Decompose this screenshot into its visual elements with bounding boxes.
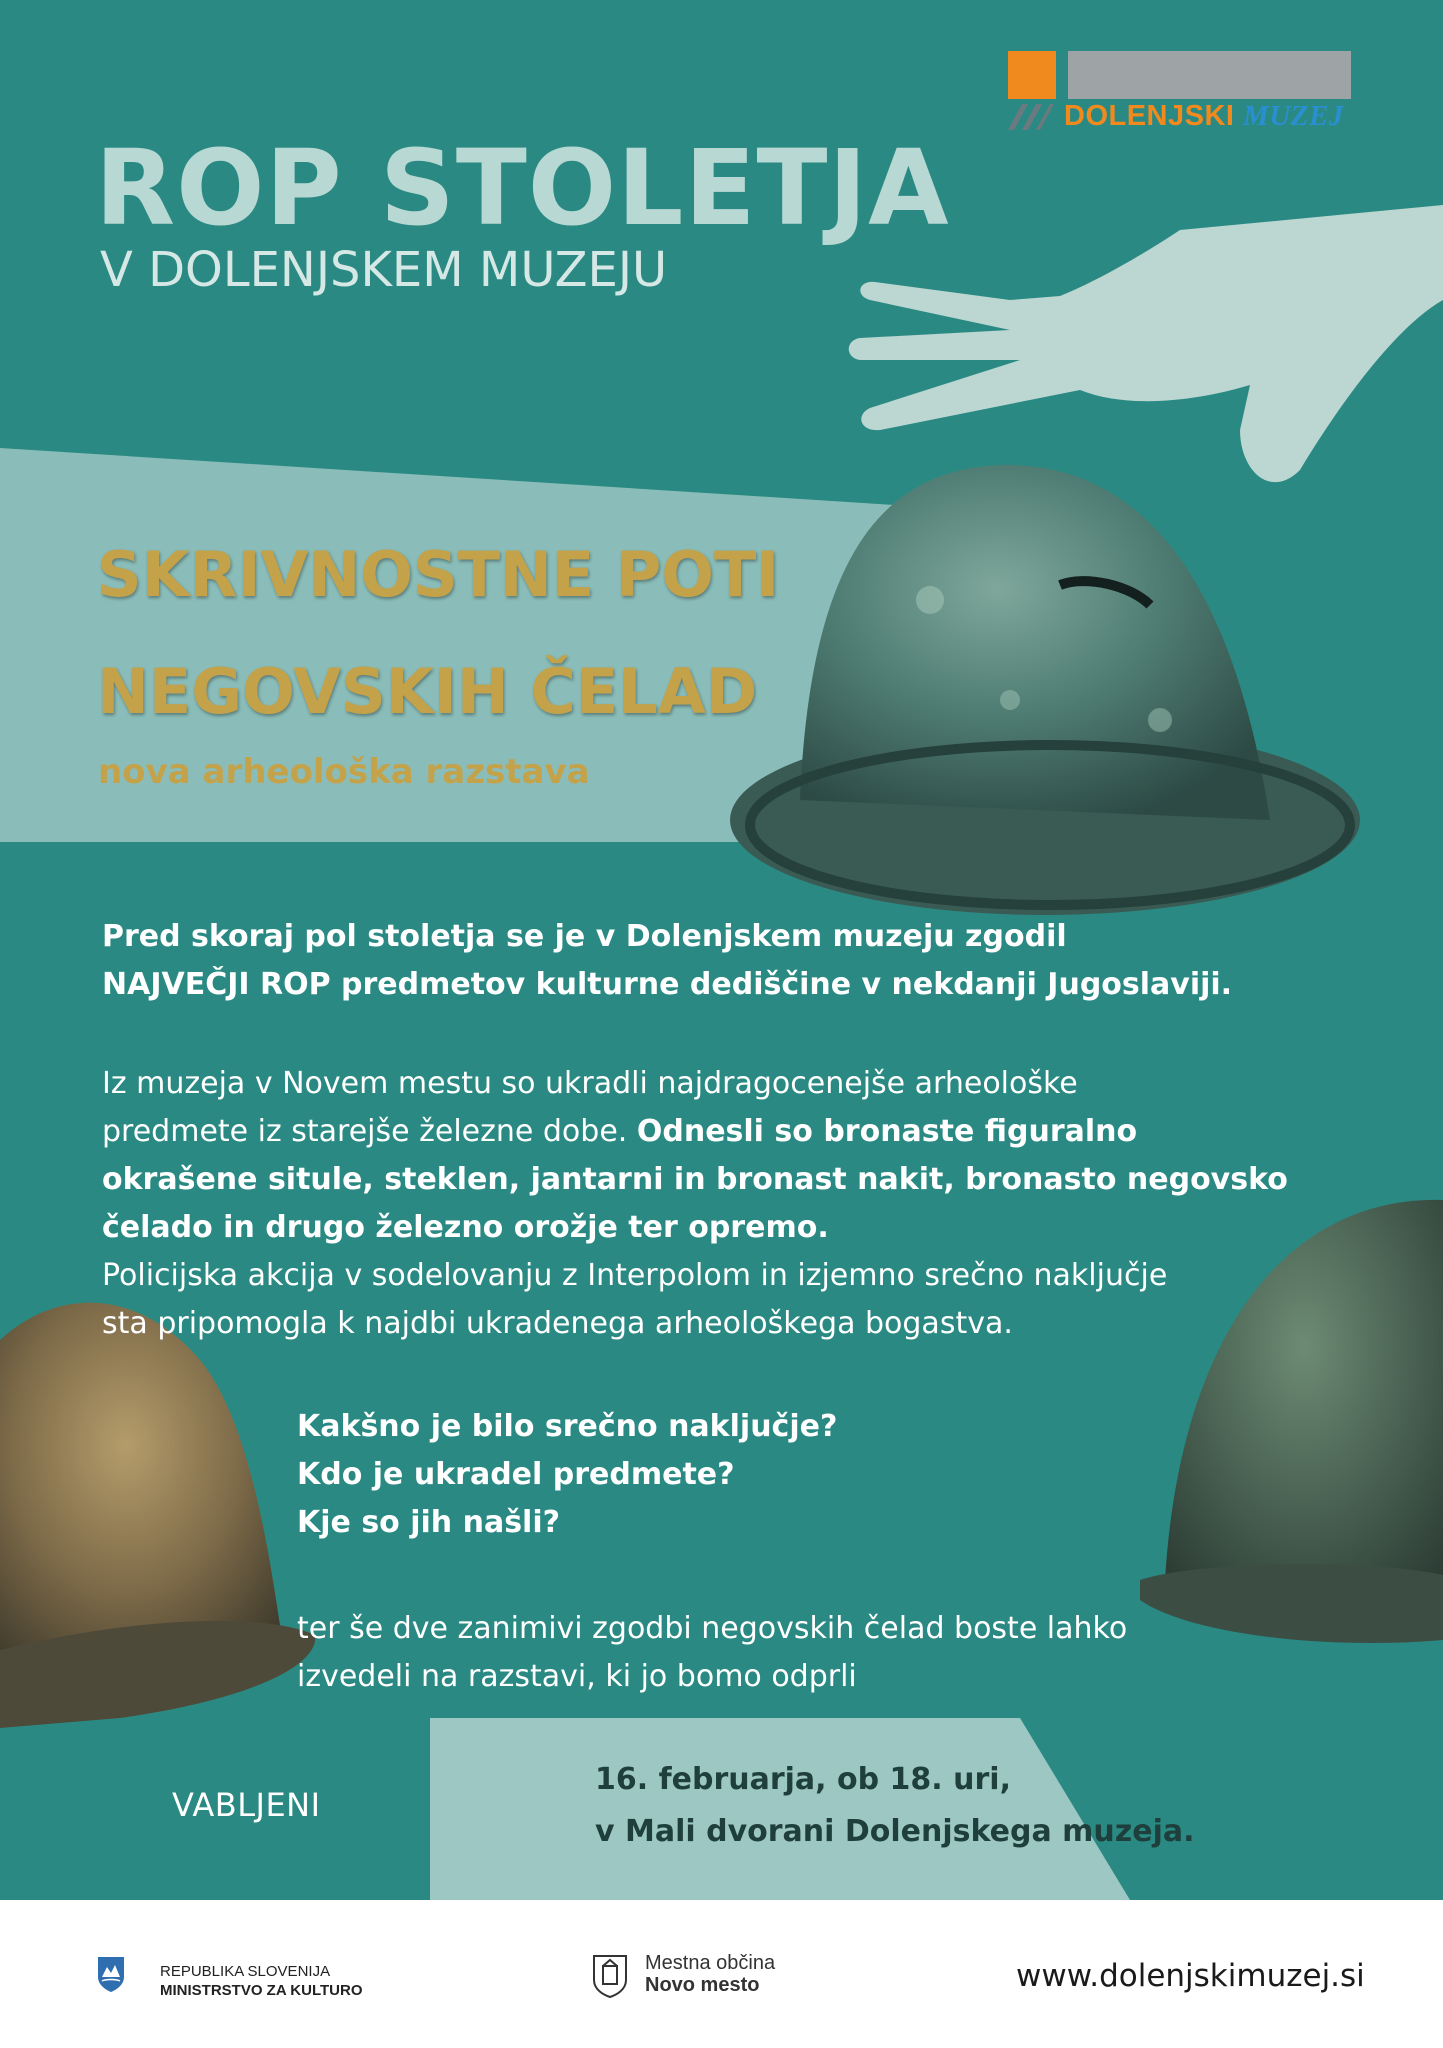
ministry-line1: REPUBLIKA SLOVENIJA [160,1963,331,1980]
website-link[interactable]: www.dolenjskimuzej.si [1016,1958,1365,1994]
exhibition-tagline: nova arheološka razstava [98,752,590,792]
helmet-photo-left-icon [0,1303,315,1728]
outro-line: izvedeli na razstavi, ki jo bomo odprli [297,1659,857,1694]
museum-logo-mark-icon [1008,102,1054,132]
invite-text: VABLJENI [172,1786,321,1824]
question-item: Kje so jih našli? [297,1505,561,1540]
poster-subtitle: V DOLENJSKEM MUZEJU [100,242,668,298]
logo-name-accent: MUZEJ [1243,100,1344,132]
body-line-plain: predmete iz starejše železne dobe. [102,1114,637,1149]
intro-paragraph [102,913,1232,1009]
body-line [102,1108,1288,1156]
logo-grey-bar [1068,51,1351,99]
body-line: sta pripomogla k najdbi ukradenega arheološkega bogastva. [102,1306,1013,1341]
museum-logo-text [1064,100,1344,133]
body-line-bold: okrašene situle, steklen, jantarni in bronast nakit, bronasto negovsko [102,1162,1288,1197]
ministry-line2: MINISTRSTVO ZA KULTURO [160,1982,363,1999]
outro-paragraph [297,1605,1127,1701]
body-line: Iz muzeja v Novem mestu so ukradli najdragocenejše arheološke [102,1066,1078,1101]
logo-name-main: DOLENJSKI [1064,100,1235,132]
outro-line: ter še dve zanimivi zgodbi negovskih čelad boste lahko [297,1611,1128,1646]
questions-list [297,1403,837,1547]
event-details [595,1754,1195,1858]
intro-line: Pred skoraj pol stoletja se je v Dolenjskem muzeju zgodil [102,919,1067,954]
event-location: v Mali dvorani Dolenjskega muzeja. [595,1814,1195,1849]
body-paragraph [102,1060,1288,1348]
body-line-bold: čelado in drugo železno orožje ter opremo. [102,1210,829,1245]
municipality-line2: Novo mesto [645,1974,760,1996]
exhibition-headline-line1: SKRIVNOSTNE POTI [97,538,780,611]
body-line: Policijska akcija v sodelovanju z Interpolom in izjemno srečno naključje [102,1258,1168,1293]
ministry-emblem-icon [96,1955,126,1993]
municipality-crest-icon [592,1954,628,1998]
intro-line: NAJVEČJI ROP predmetov kulturne dediščine v nekdanji Jugoslaviji. [102,967,1233,1002]
exhibition-headline-line2: NEGOVSKIH ČELAD [97,655,758,728]
municipality-line1: Mestna občina [645,1952,776,1974]
body-line-bold: Odnesli so bronaste figuralno [636,1114,1138,1149]
event-date-time: 16. februarja, ob 18. uri, [595,1762,1011,1797]
question-item: Kdo je ukradel predmete? [297,1457,735,1492]
logo-orange-square [1008,51,1056,99]
poster-title: ROP STOLETJA [95,127,950,249]
question-item: Kakšno je bilo srečno naključje? [297,1409,838,1444]
